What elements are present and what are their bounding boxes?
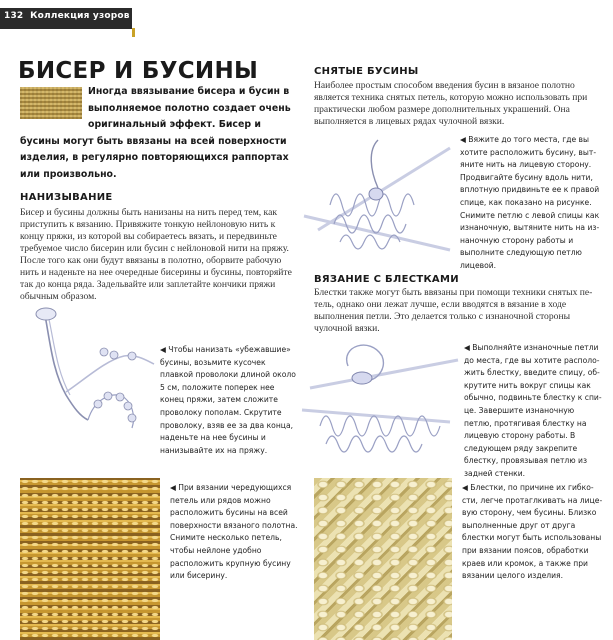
caption-beaded-swatch: ◀ При вязании чередующихся петель или рядов можно расположить бусины на всей поверхности вязаного полотна. Снимите несколько петель, чтобы нейлоне удобно расположить крупную бусину или бисерину. [170,483,298,581]
sequins-heading: ВЯЗАНИЕ С БЛЕСТКАМИ [314,274,459,285]
header-accent-line [132,28,135,37]
caption-slipped-bead: ◀ Вяжите до того места, где вы хотите расположить бусину, вытяните нить на лицевую сторону. Продвигайте бусину вдоль нити, вплотную придвиньте ее к правой спице, как показано на рисунке. Снимите петлю с левой спицы как изнаночную, вытяните нить на изнаночную сторону работы и выполните следующую петлю лицевой. [460,135,600,270]
beaded-knit-swatch-photo [20,478,160,640]
caption-sequin-knitting: ◀ Выполняйте изнаночные петли до места, где вы хотите расположить блестку, введите спицу, обкрутите нить вокруг спицы как обычно, подвиньте блестку к спице. Завершите изнаночную петлю, протягивая блестку на лицевую сторону работы. В следующем ряду закрепите блестку, провязывая петлю из задней стенки. [464,343,602,478]
page-title: БИСЕР И БУСИНЫ [18,58,259,84]
sequin-knitting-illustration [300,326,462,462]
section-title: Коллекция узоров [30,11,130,21]
beaded-swatch-thumbnail [20,87,82,119]
lead-text: Иногда ввязывание бисера и бусин в выполняемое полотно создает очень оригинальный эффект. Бисер и бусины могут быть ввязаны на всей поверхности изделия, в регулярно повторяющихся раппортах или произвольно. [20,86,291,180]
running-header [4,11,130,21]
lead-paragraph [20,84,302,183]
page-number: 132 [4,11,24,21]
sequin-knit-swatch-photo [314,478,452,640]
slipped-bead-illustration [300,130,458,260]
sequins-body: Блестки также могут быть ввязаны при помощи техники снятых петель, однако они лежат лучше, если вводятся в вязание в ходе выполнения петли. Это делается только с изнаночной стороны чулочной вязки. [314,287,593,334]
caption-sequin-swatch: ◀ Блестки, по причине их гибкости, легче протаглкивать на лицевую сторону, чем бусины. Близко выполненные друг от друга блестки могут быть использованы при вязании поясов, обработки краев или кромок, а также при вязании целого изделия. [462,483,603,581]
stringing-heading: НАНИЗЫВАНИЕ [20,192,113,203]
slipped-beads-body: Наиболее простым способом введения бусин в вязаное полотно является техника снятых петель, которую можно использовать при практически любом размере дополнительных украшений. Она выполняется в лицевых рядах чулочной вязки. [314,80,588,127]
stringing-body: Бисер и бусины должны быть нанизаны на нить перед тем, как приступить к вязанию. Привяжите тонкую нейлоновую нить к концу пряжи, из которой вы собираетесь вязать, и передвиньте требуемое число бисерин или бусин с нейлоновой нити на пряжу. После того как они будут ввязаны в полотно, оборвите рабочую нить и наденьте на нее очередные бисерины и бусины, повторяйте так до конца ряда. Задельвайте или заплетайте кончики пряжи обычным образом. [20,207,292,302]
bead-threading-illustration [14,300,164,450]
slipped-beads-heading: СНЯТЫЕ БУСИНЫ [314,66,419,77]
caption-wire-threading: ◀ Чтобы нанизать «убежавшие» бусины, возьмите кусочек плавкой проволоки длиной около 5 см, положите поперек нее конец пряжи, затем сложите проволоку пополам. Скрутите проволоку, взяв ее за два конца, наденьте на нее бусины и нанизывайте их на пряжу. [160,345,296,455]
